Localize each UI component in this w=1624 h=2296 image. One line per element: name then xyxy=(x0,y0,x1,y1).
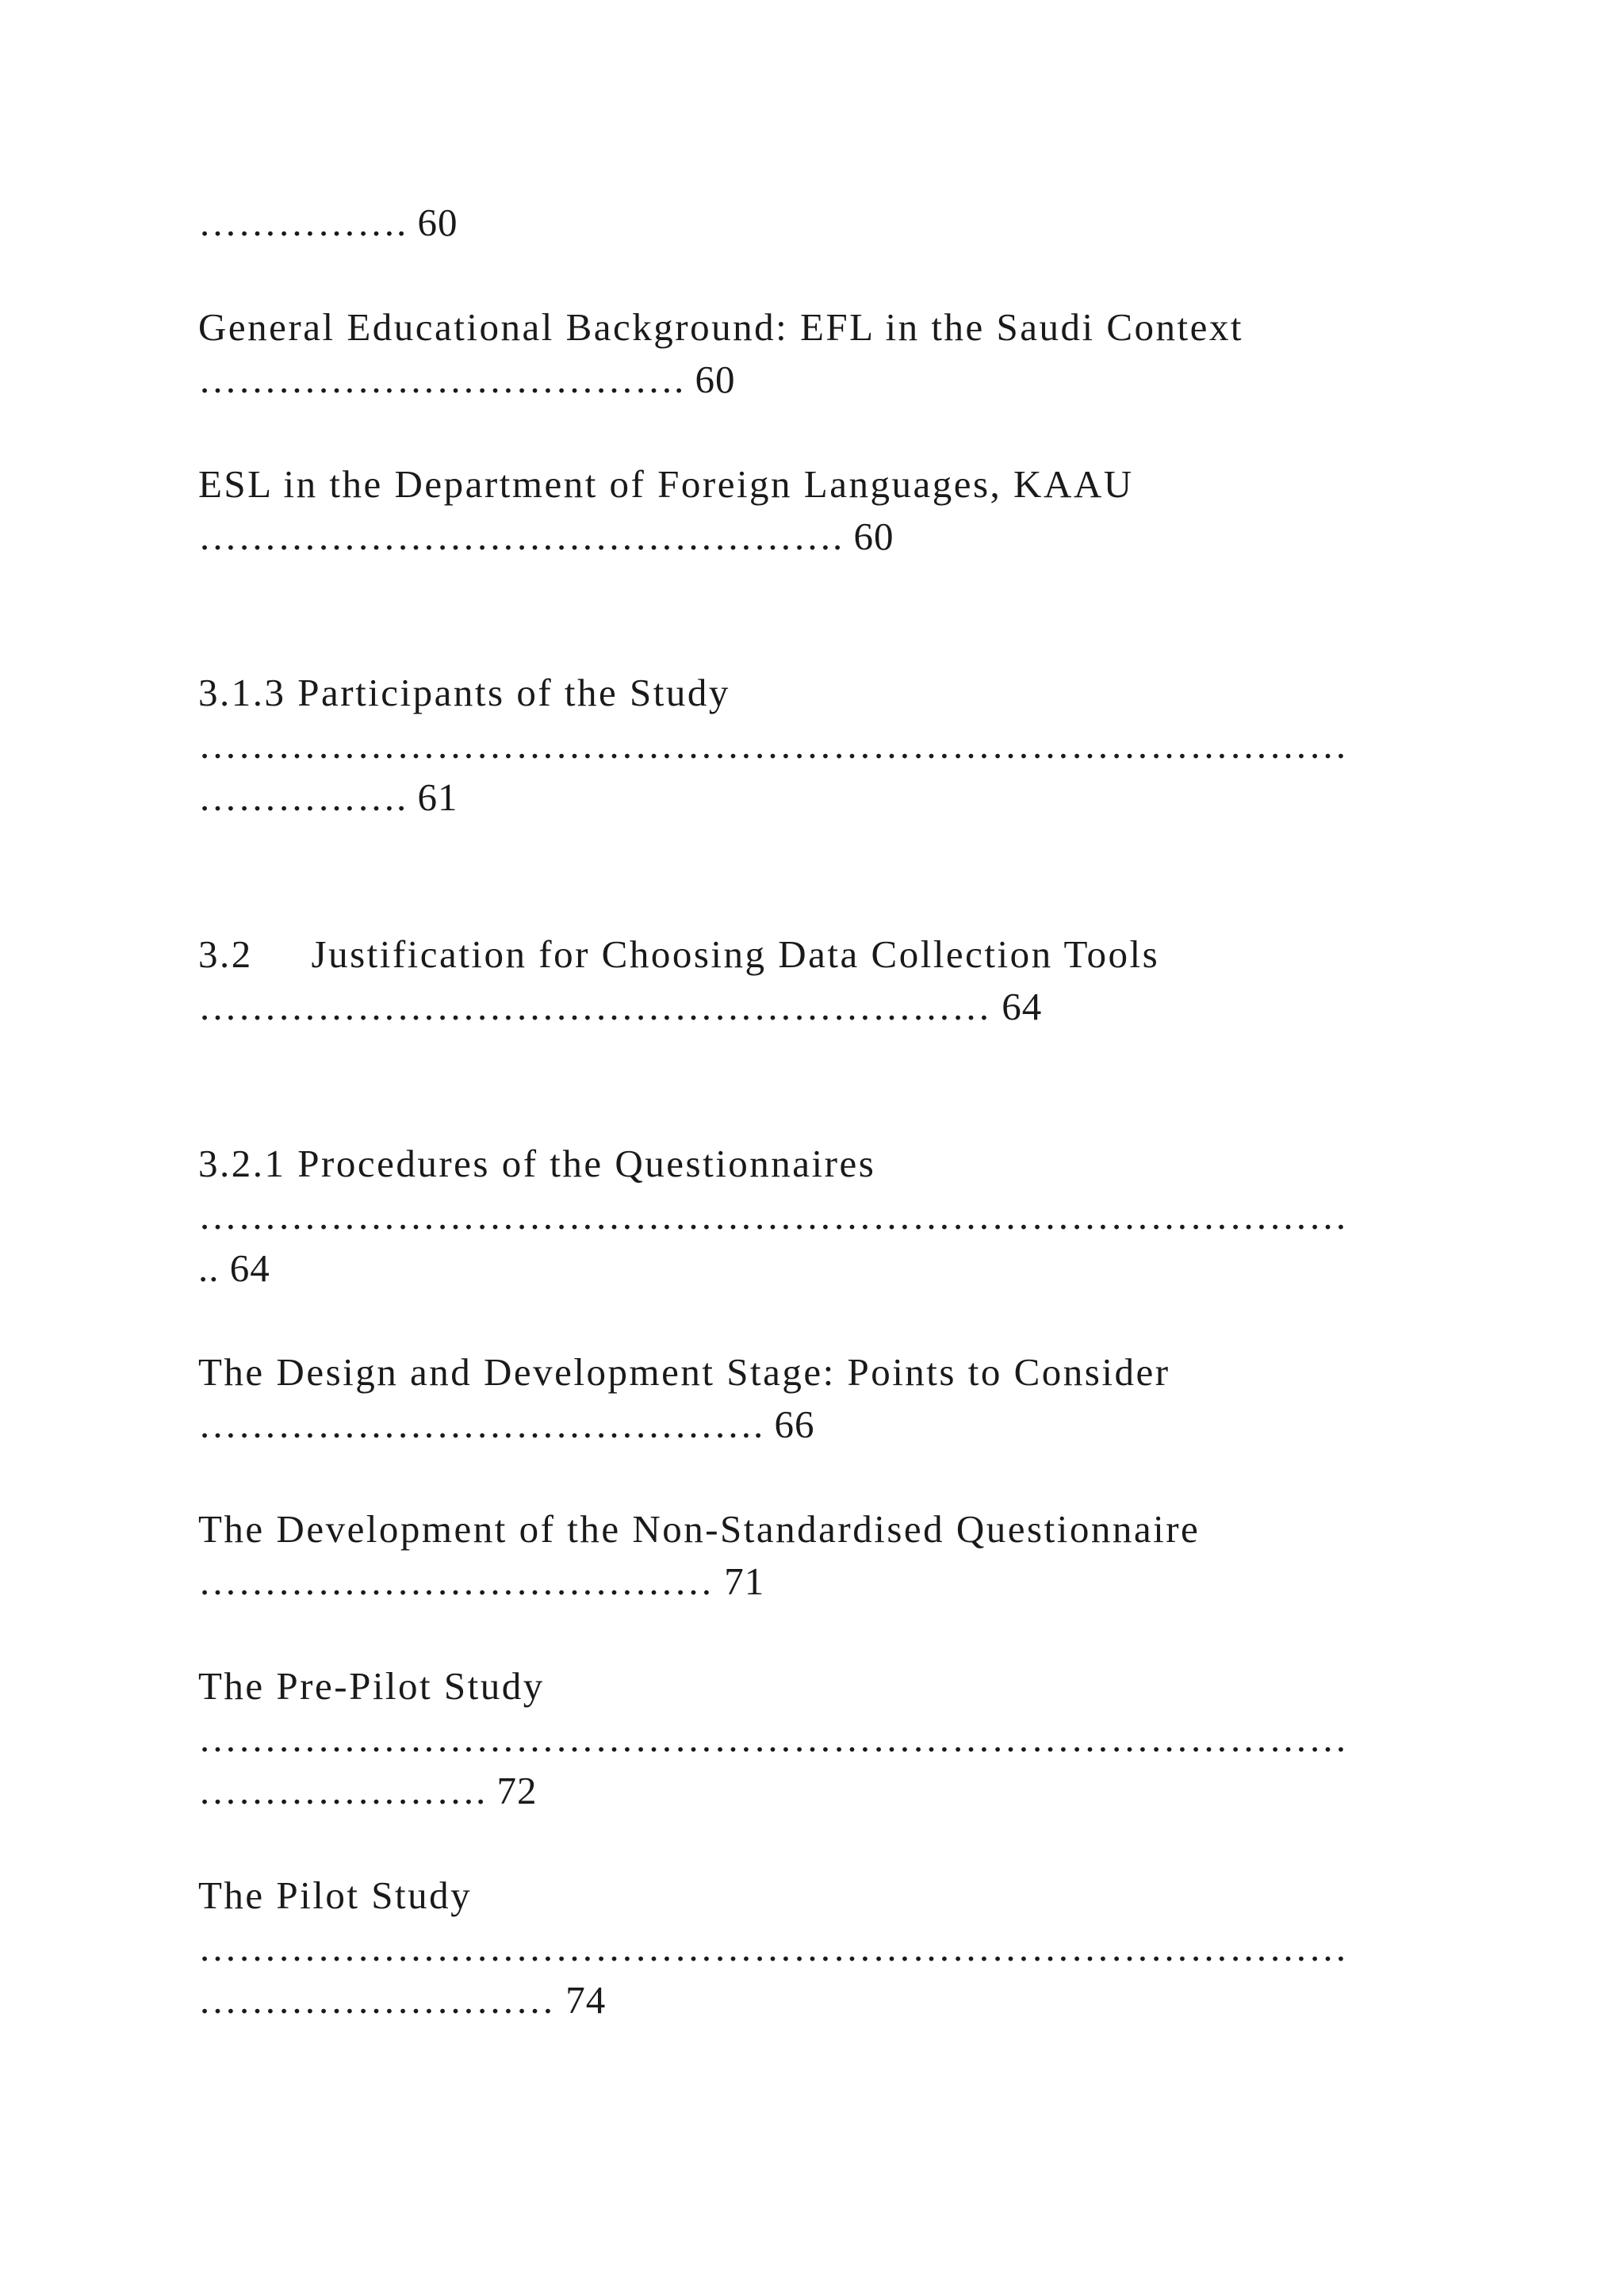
toc-entry-8-leader-line-1: …………………………………………………………………………… xyxy=(198,1716,1348,1760)
page-number: 64 xyxy=(1002,985,1043,1028)
toc-entry-1-leader xyxy=(198,354,736,406)
toc-entry-6-leader xyxy=(198,1399,815,1451)
leader-dots: ……………………………………. xyxy=(198,1402,764,1446)
leader-dots: ……………. xyxy=(198,775,408,819)
page-number: 71 xyxy=(724,1559,765,1603)
leader-dots: ……………. xyxy=(198,201,408,244)
toc-entry-5-leader-line-1: …………………………………………………………………………… xyxy=(198,1194,1348,1238)
toc-entry-8-title: The Pre-Pilot Study xyxy=(198,1664,545,1708)
toc-entry-0-leader xyxy=(198,197,458,249)
page-number: 74 xyxy=(565,1978,607,2022)
page-number: 60 xyxy=(853,515,894,558)
page-number: 60 xyxy=(695,358,736,401)
toc-entry-5-title: 3.2.1 Procedures of the Questionnaires xyxy=(198,1142,876,1185)
leader-dots: …………………………………………………… xyxy=(198,985,991,1028)
leader-dots: ………………………………… xyxy=(198,1559,714,1603)
toc-entry-5-leader-line-2 xyxy=(198,1242,270,1295)
page-number: 61 xyxy=(417,775,458,819)
toc-entry-4-title: 3.2 Justification for Choosing Data Collection Tools xyxy=(198,932,1160,976)
leader-dots: .. xyxy=(198,1246,220,1290)
toc-entry-3-leader-line-1: …………………………………………………………………………… xyxy=(198,723,1348,767)
toc-entry-7-title: The Development of the Non-Standardised Questionnaire xyxy=(198,1507,1201,1551)
page-number: 72 xyxy=(496,1769,538,1812)
leader-dots: ………………………………. xyxy=(198,358,685,401)
page-number: 64 xyxy=(229,1246,270,1290)
toc-entry-4-leader xyxy=(198,981,1042,1033)
page-number: 66 xyxy=(774,1402,815,1446)
toc-entry-3-title: 3.1.3 Participants of the Study xyxy=(198,671,730,714)
leader-dots: …………………………………………. xyxy=(198,515,844,558)
toc-entry-3-leader-line-2 xyxy=(198,771,458,824)
toc-entry-9-title: The Pilot Study xyxy=(198,1873,473,1917)
toc-entry-9-leader-line-1: …………………………………………………………………………… xyxy=(198,1926,1348,1969)
toc-entry-1-title: General Educational Background: EFL in the Saudi Context xyxy=(198,305,1243,349)
toc-entry-9-leader-line-2 xyxy=(198,1974,606,2026)
leader-dots: ……………………… xyxy=(198,1978,555,2022)
leader-dots: …………………. xyxy=(198,1769,487,1812)
toc-entry-8-leader-line-2 xyxy=(198,1765,538,1817)
page-number: 60 xyxy=(417,201,458,244)
toc-entry-2-title: ESL in the Department of Foreign Languages, KAAU xyxy=(198,462,1134,506)
toc-entry-2-leader xyxy=(198,511,894,563)
toc-entry-6-title: The Design and Development Stage: Points to Consider xyxy=(198,1350,1170,1394)
toc-entry-7-leader xyxy=(198,1556,764,1608)
